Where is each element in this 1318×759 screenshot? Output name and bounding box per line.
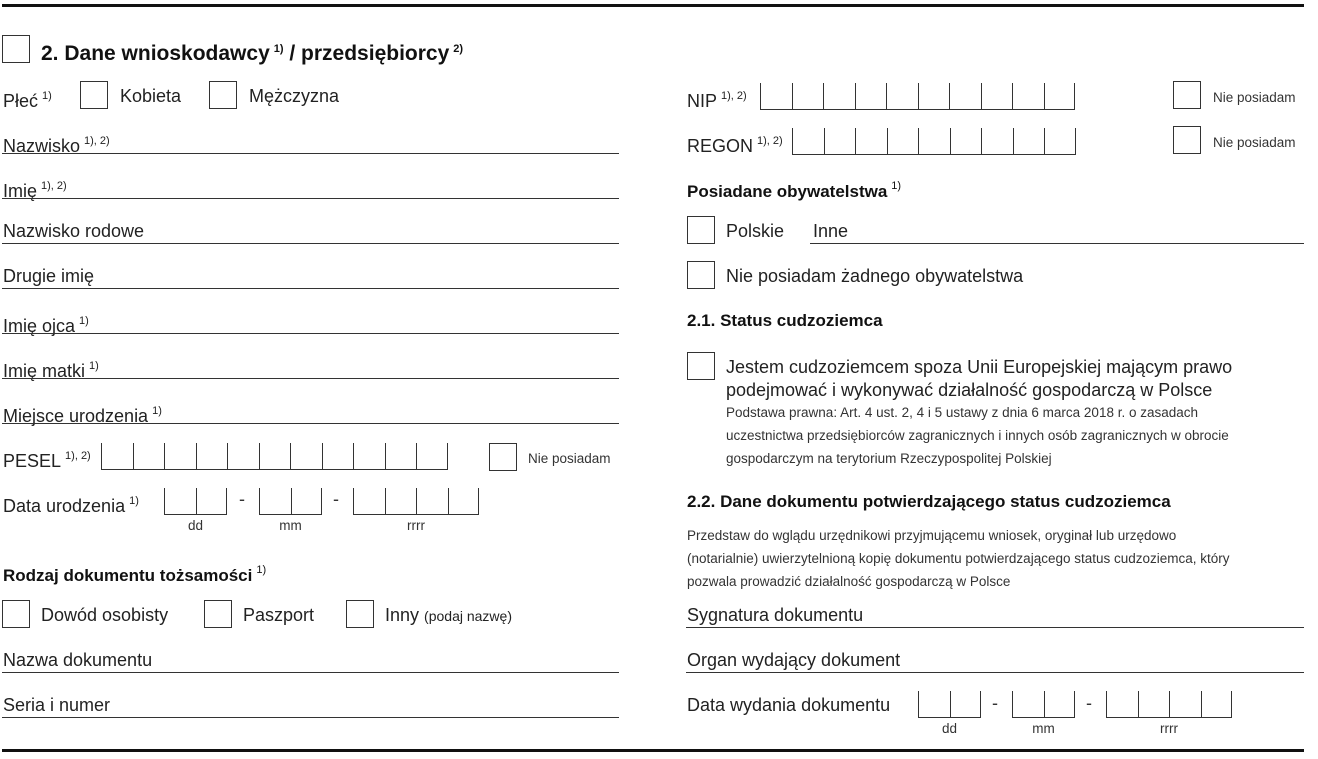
- issue-date-dash: -: [992, 693, 998, 713]
- doc-signature-field[interactable]: [686, 627, 1304, 628]
- regon-label: REGON $^{1), 2)}$: [687, 135, 783, 156]
- nip-cells[interactable]: [760, 83, 1075, 110]
- other-citizenship-field[interactable]: [810, 243, 1304, 244]
- maiden-name-label: Nazwisko rodowe: [3, 221, 145, 241]
- maiden-name-field[interactable]: [2, 243, 619, 244]
- birthdate-day-cells[interactable]: [164, 488, 227, 515]
- doc-signature-label: Sygnatura dokumentu: [687, 605, 864, 625]
- male-label: Mężczyzna: [249, 86, 340, 106]
- pesel-cells[interactable]: [101, 443, 448, 470]
- foreigner-status-line1: Jestem cudzoziemcem spoza Unii Europejskiej mającym prawo: [726, 357, 1233, 377]
- other-doc-checkbox[interactable]: [346, 600, 374, 628]
- citizenship-heading: Posiadane obywatelstwa $^{1)}$: [687, 180, 902, 201]
- nip-label: NIP $^{1), 2)}$: [687, 90, 747, 111]
- surname-field[interactable]: [2, 153, 619, 154]
- second-name-field[interactable]: [2, 288, 619, 289]
- no-citizenship-label: Nie posiadam żadnego obywatelstwa: [726, 266, 1024, 286]
- id-doc-type-heading: Rodzaj dokumentu tożsamości $^{1)}$: [3, 564, 267, 585]
- issue-date-day-cells[interactable]: [918, 691, 981, 718]
- foreigner-status-checkbox[interactable]: [687, 352, 715, 380]
- pesel-label: PESEL $^{1), 2)}$: [3, 450, 91, 471]
- passport-label: Paszport: [243, 605, 315, 625]
- other-citizenship-label: Inne: [813, 221, 849, 241]
- foreigner-doc-heading: 2.2. Dane dokumentu potwierdzającego status cudzoziemca: [687, 492, 1171, 511]
- birthplace-label: Miejsce urodzenia $^{1)}$: [3, 405, 162, 426]
- issue-date-year-cells[interactable]: [1106, 691, 1232, 718]
- section-checkbox[interactable]: [2, 35, 30, 63]
- male-checkbox[interactable]: [209, 81, 237, 109]
- female-label: Kobieta: [120, 86, 182, 106]
- mother-name-field[interactable]: [2, 378, 619, 379]
- no-citizenship-checkbox[interactable]: [687, 261, 715, 289]
- polish-citizenship-checkbox[interactable]: [687, 216, 715, 244]
- doc-name-field[interactable]: [2, 672, 619, 673]
- regon-cells[interactable]: [792, 128, 1076, 155]
- bottom-rule: [2, 749, 1304, 752]
- foreigner-status-heading: 2.1. Status cudzoziemca: [687, 311, 883, 330]
- other-doc-label: Inny (podaj nazwę): [385, 605, 512, 625]
- issue-date-label: Data wydania dokumentu: [687, 695, 891, 715]
- birthdate-year-cells[interactable]: [353, 488, 479, 515]
- father-name-label: Imię ojca $^{1)}$: [3, 315, 89, 336]
- female-checkbox[interactable]: [80, 81, 108, 109]
- passport-checkbox[interactable]: [204, 600, 232, 628]
- dd-caption: dd: [941, 721, 958, 736]
- doc-name-label: Nazwa dokumentu: [3, 650, 153, 670]
- doc-series-label: Seria i numer: [3, 695, 111, 715]
- birthdate-label: Data urodzenia $^{1)}$: [3, 495, 139, 516]
- issuing-authority-label: Organ wydający dokument: [687, 650, 901, 670]
- id-card-label: Dowód osobisty: [41, 605, 169, 625]
- foreigner-status-line2: podejmować i wykonywać działalność gospodarczą w Polsce: [726, 380, 1213, 400]
- issuing-authority-field[interactable]: [686, 672, 1304, 673]
- dd-caption: dd: [187, 518, 204, 533]
- gender-label: Płeć $^{1)}$: [3, 90, 52, 111]
- birthdate-month-cells[interactable]: [259, 488, 322, 515]
- issue-date-month-cells[interactable]: [1012, 691, 1075, 718]
- rrrr-caption: rrrr: [1160, 721, 1178, 736]
- present-doc-note: Przedstaw do wglądu urzędnikowi przyjmującemu wniosek, oryginał lub urzędowo (notarialnie) uwierzytelnioną kopię dokumentu potwierdzającego status cudzoziemca, który pozwala prowadzić działalność gospodarczą w Polsce: [687, 528, 1230, 589]
- mm-caption: mm: [279, 518, 302, 533]
- regon-none-label: Nie posiadam: [1213, 135, 1296, 150]
- nip-none-label: Nie posiadam: [1213, 90, 1296, 105]
- first-name-field[interactable]: [2, 198, 619, 199]
- first-name-label: Imię $^{1), 2)}$: [3, 180, 67, 201]
- pesel-none-checkbox[interactable]: [489, 443, 517, 471]
- nip-none-checkbox[interactable]: [1173, 81, 1201, 109]
- polish-citizenship-label: Polskie: [726, 221, 785, 241]
- doc-series-field[interactable]: [2, 717, 619, 718]
- birthdate-dash: -: [239, 489, 245, 509]
- birthdate-dash: -: [333, 489, 339, 509]
- regon-none-checkbox[interactable]: [1173, 126, 1201, 154]
- surname-label: Nazwisko $^{1), 2)}$: [3, 135, 110, 156]
- mother-name-label: Imię matki $^{1)}$: [3, 360, 99, 381]
- issue-date-dash: -: [1086, 693, 1092, 713]
- pesel-none-label: Nie posiadam: [528, 451, 611, 466]
- mm-caption: mm: [1032, 721, 1055, 736]
- legal-basis-note: Podstawa prawna: Art. 4 ust. 2, 4 i 5 ustawy z dnia 6 marca 2018 r. o zasadach uczestnictwa przedsiębiorców zagranicznych i innych osób zagranicznych w obrocie gospodarczym na terytorium Rzeczypospolitej Polskiej: [726, 405, 1229, 466]
- section-title: 2. Dane wnioskodawcy $^{1)}$ / przedsiębiorcy $^{2)}$: [41, 42, 464, 65]
- top-rule: [2, 4, 1304, 7]
- rrrr-caption: rrrr: [407, 518, 425, 533]
- father-name-field[interactable]: [2, 333, 619, 334]
- id-card-checkbox[interactable]: [2, 600, 30, 628]
- birthplace-field[interactable]: [2, 423, 619, 424]
- second-name-label: Drugie imię: [3, 266, 95, 286]
